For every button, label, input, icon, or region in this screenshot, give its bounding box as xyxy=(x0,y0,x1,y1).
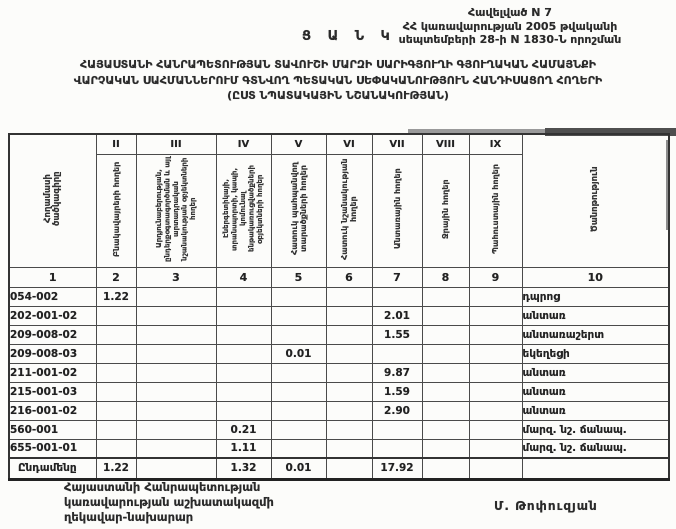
cell-value xyxy=(96,439,136,458)
total-value xyxy=(326,458,372,479)
parcel-code: 209-008-03 xyxy=(9,344,96,363)
cell-value xyxy=(271,325,326,344)
cell-value xyxy=(96,363,136,382)
column-number: 10 xyxy=(522,267,669,287)
column-number: 2 xyxy=(96,267,136,287)
column-header-rotated: Էներգետիկայի, տրանսպորտի, կապի, կոմունալ ենթակառուցվածքների օբյեկտների հողեր xyxy=(222,165,265,253)
column-number: 3 xyxy=(136,267,216,287)
parcel-code: 560-001 xyxy=(9,420,96,439)
cell-value xyxy=(422,306,469,325)
total-value: 1.22 xyxy=(96,458,136,479)
cell-value xyxy=(422,287,469,306)
cell-value xyxy=(271,439,326,458)
cell-note: անտառ xyxy=(522,401,669,420)
cell-value xyxy=(372,344,422,363)
cell-value xyxy=(136,439,216,458)
land-parcels-table xyxy=(8,133,670,481)
column-header-special-purpose-lands xyxy=(326,154,372,267)
cell-value xyxy=(469,420,522,439)
cell-value xyxy=(216,287,271,306)
total-note xyxy=(522,458,669,479)
cell-value xyxy=(422,420,469,439)
column-header-parcel-code xyxy=(9,134,96,267)
cell-value xyxy=(136,325,216,344)
cell-value: 2.90 xyxy=(372,401,422,420)
cell-value: 0.01 xyxy=(271,344,326,363)
table-row xyxy=(9,325,669,344)
appendix-line: սեպտեմբերի 28-ի N 1830-Ն որոշման xyxy=(398,33,622,46)
column-number: 4 xyxy=(216,267,271,287)
total-value xyxy=(136,458,216,479)
column-header-protected-lands xyxy=(271,154,326,267)
cell-value xyxy=(326,287,372,306)
column-header-rotated: Անտառային հողեր xyxy=(392,168,402,250)
cell-value xyxy=(96,382,136,401)
cell-value xyxy=(326,325,372,344)
table-row xyxy=(9,344,669,363)
cell-value xyxy=(469,382,522,401)
column-number: 5 xyxy=(271,267,326,287)
appendix-reference xyxy=(350,6,670,47)
cell-value xyxy=(216,401,271,420)
cell-value xyxy=(422,439,469,458)
cell-note: անտառ xyxy=(522,363,669,382)
cell-value xyxy=(372,287,422,306)
parcel-code: 655-001-01 xyxy=(9,439,96,458)
cell-value xyxy=(326,306,372,325)
appendix-line: Հավելված N 7 xyxy=(468,6,552,19)
cell-value xyxy=(271,363,326,382)
cell-value xyxy=(422,401,469,420)
column-header-rotated: Ջրային հողեր xyxy=(441,179,450,239)
roman-numeral: V xyxy=(271,134,326,154)
cell-value xyxy=(326,382,372,401)
cell-note: եկեղեցի xyxy=(522,344,669,363)
cell-value xyxy=(216,325,271,344)
column-header-energy-transport-lands xyxy=(216,154,271,267)
cell-note: անտառ xyxy=(522,306,669,325)
cell-note: անտառաշերտ xyxy=(522,325,669,344)
cell-value xyxy=(469,439,522,458)
cell-note: մարզ. նշ. ճանապ. xyxy=(522,420,669,439)
list-heading: Ց Ա Ն Կ xyxy=(302,29,396,44)
cell-value xyxy=(271,306,326,325)
total-value: 1.32 xyxy=(216,458,271,479)
table-row xyxy=(9,382,669,401)
column-number: 9 xyxy=(469,267,522,287)
table-row xyxy=(9,287,669,306)
column-number-row xyxy=(9,267,669,287)
roman-numeral: VI xyxy=(326,134,372,154)
cell-value xyxy=(326,401,372,420)
appendix-line: ՀՀ կառավարության 2005 թվականի xyxy=(402,19,618,33)
cell-value: 0.21 xyxy=(216,420,271,439)
column-header-rotated: Արդյունաբերության, ընդերքօգտագործման և այլ արտադրական նշանակության օբյեկտների հողեր xyxy=(154,156,197,262)
cell-value xyxy=(216,306,271,325)
cell-value: 1.22 xyxy=(96,287,136,306)
cell-note: անտառ xyxy=(522,382,669,401)
cell-value xyxy=(96,325,136,344)
cell-value xyxy=(326,420,372,439)
cell-value xyxy=(136,344,216,363)
column-header-water-lands xyxy=(422,154,469,267)
column-header-rotated: Հատուկ նշանակության հողեր xyxy=(340,158,358,260)
roman-numeral: III xyxy=(136,134,216,154)
column-header-settlement-lands xyxy=(96,154,136,267)
column-number: 7 xyxy=(372,267,422,287)
cell-value xyxy=(96,344,136,363)
total-value xyxy=(469,458,522,479)
table-row xyxy=(9,420,669,439)
cell-value xyxy=(422,382,469,401)
roman-numeral: IV xyxy=(216,134,271,154)
cell-value xyxy=(326,363,372,382)
cell-value xyxy=(469,344,522,363)
column-header-rotated: Հատուկ պահպանվող տարածքների հողեր xyxy=(289,162,308,256)
cell-value xyxy=(422,363,469,382)
roman-numeral: IX xyxy=(469,134,522,154)
column-number: 1 xyxy=(9,267,96,287)
document-title xyxy=(0,57,676,104)
cell-value xyxy=(469,363,522,382)
total-value: 17.92 xyxy=(372,458,422,479)
cell-value xyxy=(422,344,469,363)
cell-value xyxy=(271,420,326,439)
column-header-reserve-lands xyxy=(469,154,522,267)
cell-value xyxy=(372,439,422,458)
cell-value xyxy=(372,420,422,439)
cell-value xyxy=(136,401,216,420)
cell-value xyxy=(136,382,216,401)
roman-numeral: VIII xyxy=(422,134,469,154)
cell-value xyxy=(271,382,326,401)
cell-value: 1.59 xyxy=(372,382,422,401)
table-row xyxy=(9,401,669,420)
cell-value xyxy=(216,363,271,382)
cell-value: 1.55 xyxy=(372,325,422,344)
parcel-code: 211-001-02 xyxy=(9,363,96,382)
column-header-notes xyxy=(522,134,669,267)
cell-value xyxy=(422,325,469,344)
cell-value xyxy=(271,401,326,420)
roman-numeral: II xyxy=(96,134,136,154)
cell-value xyxy=(469,306,522,325)
table-row xyxy=(9,439,669,458)
cell-value xyxy=(216,382,271,401)
cell-value xyxy=(96,401,136,420)
signatory-title-line: Հայաստանի Հանրապետության xyxy=(64,480,261,494)
signatory-name: Մ. Թոփուզյան xyxy=(494,499,598,513)
total-value xyxy=(422,458,469,479)
column-header-forest-lands xyxy=(372,154,422,267)
cell-value xyxy=(469,325,522,344)
table-row xyxy=(9,363,669,382)
column-header-industrial-lands xyxy=(136,154,216,267)
total-row xyxy=(9,458,669,479)
cell-value xyxy=(96,420,136,439)
parcel-code: 209-008-02 xyxy=(9,325,96,344)
column-header-rotated: Բնակավայրերի հողեր xyxy=(111,161,121,257)
cell-note: դպրոց xyxy=(522,287,669,306)
column-number: 8 xyxy=(422,267,469,287)
cell-value xyxy=(469,401,522,420)
cell-value xyxy=(136,287,216,306)
cell-value: 9.87 xyxy=(372,363,422,382)
signatory-title-line: կառավարության աշխատակազմի xyxy=(64,495,274,509)
total-value: 0.01 xyxy=(271,458,326,479)
cell-value xyxy=(216,344,271,363)
table-row xyxy=(9,306,669,325)
column-number: 6 xyxy=(326,267,372,287)
cell-value: 2.01 xyxy=(372,306,422,325)
title-line: ՀԱՅԱՍՏԱՆԻ ՀԱՆՐԱՊԵՏՈՒԹՅԱՆ ՏԱՎՈՒՇԻ ՄԱՐԶԻ ՍԱՐԻԳՅՈՒՂԻ ԳՅՈՒՂԱԿԱՆ ՀԱՄԱՅՆՔԻ xyxy=(80,58,596,71)
title-line: ՎԱՐՉԱԿԱՆ ՍԱՀՄԱՆՆԵՐՈՒՄ ԳՏՆՎՈՂ ՊԵՏԱԿԱՆ ՍԵՓԱԿԱՆՈՒԹՅՈՒՆ ՀԱՆԴԻՍԱՑՈՂ ՀՈՂԵՐԻ xyxy=(73,73,603,87)
parcel-code: 216-001-02 xyxy=(9,401,96,420)
signatory-title-line: ղեկավար-նախարար xyxy=(64,510,194,524)
cell-note: մարզ. նշ. ճանապ. xyxy=(522,439,669,458)
cell-value xyxy=(136,363,216,382)
parcel-code: 054-002 xyxy=(9,287,96,306)
parcel-code: 215-001-03 xyxy=(9,382,96,401)
cell-value xyxy=(326,439,372,458)
title-line: (ԸՍՏ ՆՊԱՏԱԿԱՅԻՆ ՆՇԱՆԱԿՈՒԹՅԱՆ) xyxy=(227,89,449,102)
cell-value xyxy=(136,306,216,325)
parcel-code: 202-001-02 xyxy=(9,306,96,325)
cell-value xyxy=(271,287,326,306)
roman-numeral-row xyxy=(9,134,669,154)
cell-value: 1.11 xyxy=(216,439,271,458)
column-header-rotated: Հողամասի ծածկագիրը xyxy=(42,171,62,227)
column-header-rotated: Ծանոթություն xyxy=(589,166,600,233)
signatory-title xyxy=(64,480,274,525)
cell-value xyxy=(136,420,216,439)
cell-value xyxy=(96,306,136,325)
column-header-rotated: Պահուստային հողեր xyxy=(491,164,500,254)
total-label: Ընդամենը xyxy=(9,458,96,479)
cell-value xyxy=(326,344,372,363)
roman-numeral: VII xyxy=(372,134,422,154)
cell-value xyxy=(469,287,522,306)
